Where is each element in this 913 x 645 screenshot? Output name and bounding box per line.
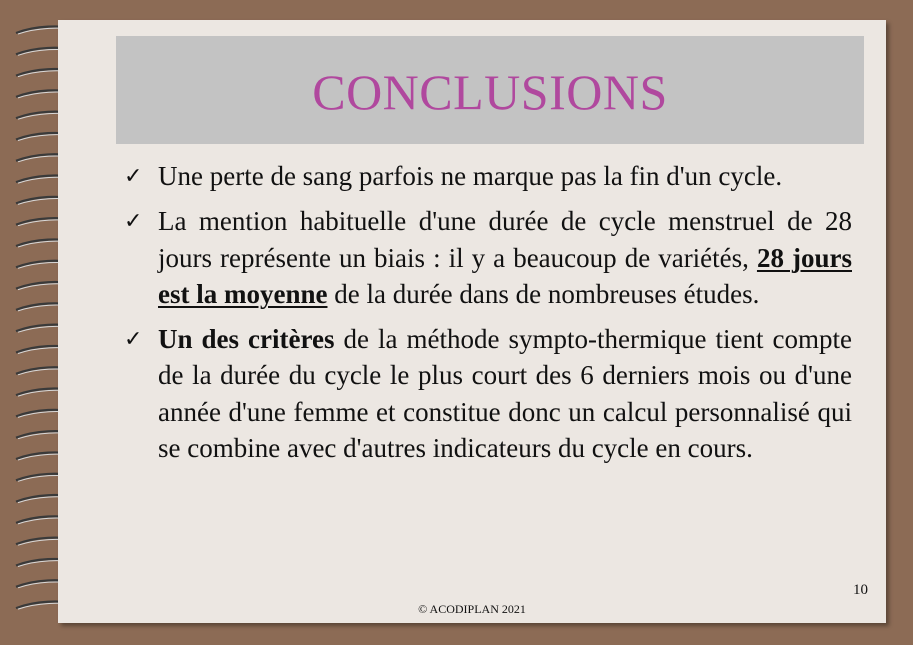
bullet-text — [158, 203, 852, 313]
title-band — [116, 36, 864, 144]
bullet-item — [124, 203, 852, 313]
bullet-text: Une perte de sang parfois ne marque pas la fin d'un cycle. — [158, 161, 783, 191]
bullet-list — [124, 158, 852, 475]
bullet-text-part: de la durée dans de nombreuses études. — [327, 279, 760, 309]
bullet-text-part: La mention habituelle d'une durée de cycle menstruel de 28 jours représente un biais : il y a beaucoup de variétés, — [158, 206, 852, 273]
bullet-lead: Un des critères — [158, 323, 335, 354]
checkmark-icon: ✓ — [124, 209, 143, 234]
notebook-page — [58, 20, 886, 623]
checkmark-icon: ✓ — [124, 326, 143, 352]
bullet-text — [158, 321, 852, 467]
copyright-footer: © ACODIPLAN 2021 — [418, 602, 526, 616]
slide-title: CONCLUSIONS — [312, 64, 668, 120]
bullet-item — [124, 321, 852, 467]
checkmark-icon: ✓ — [124, 164, 143, 189]
bullet-item — [124, 158, 852, 195]
page-number: 10 — [853, 582, 868, 598]
bullet-text-part: de la méthode sympto-thermique tient compte de la durée du cycle le plus court des 6 derniers mois ou d'une année d'une femme et constitue donc un calcul personnalisé qui se combine avec d'autres indicateurs du cycle en cours. — [158, 323, 852, 463]
bullet-highlight: 28 jours est la moyenne — [158, 242, 852, 309]
